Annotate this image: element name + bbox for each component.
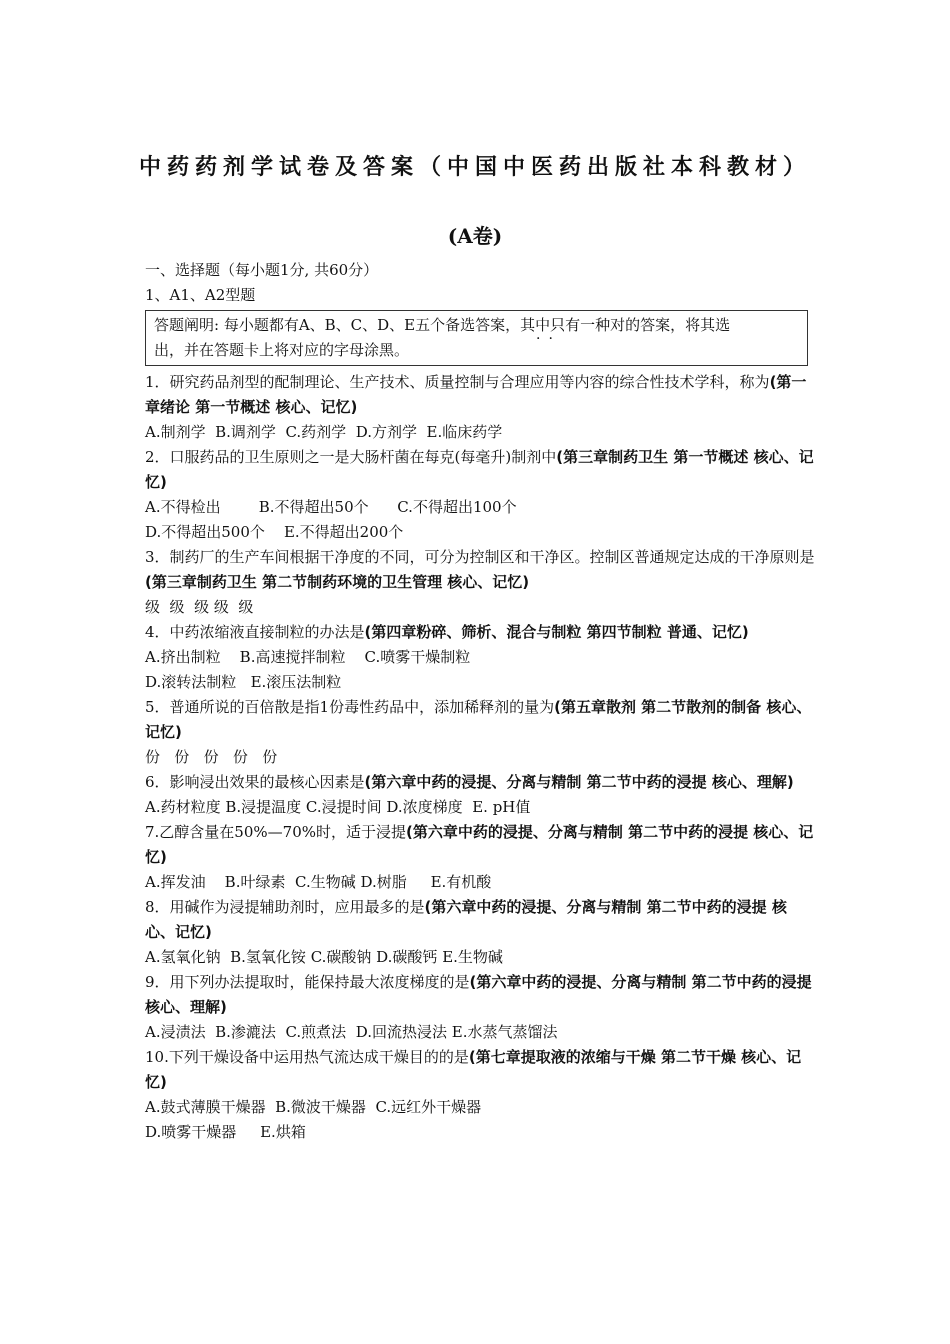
question-item	[145, 1045, 815, 1145]
question-stem	[145, 445, 815, 495]
question-chapter-tag: (第三章制药卫生 第一节概述 核心、记忆)	[145, 448, 814, 491]
answer-options: A.鼓式薄膜干燥器 B.微波干燥器 C.远红外干燥器	[145, 1098, 482, 1116]
question-text: 9．用下列办法提取时，能保持最大浓度梯度的是	[145, 973, 470, 991]
answer-options: A.浸渍法 B.渗漉法 C.煎煮法 D.回流热浸法 E.水蒸气蒸馏法	[145, 1023, 558, 1041]
answer-options: A.氢氧化钠 B.氢氧化铵 C.碳酸钠 D.碳酸钙 E.生物碱	[145, 948, 503, 966]
question-item	[145, 545, 815, 620]
question-chapter-tag: (第七章提取液的浓缩与干燥 第二节干燥 核心、记忆)	[145, 1048, 802, 1091]
answer-options: 份 份 份 份 份	[145, 748, 278, 766]
question-item	[145, 820, 815, 895]
exam-content	[145, 258, 815, 1145]
question-chapter-tag: (第四章粉碎、筛析、混合与制粒 第四节制粒 普通、记忆)	[364, 623, 749, 641]
page-title: 中药药剂学试卷及答案（中国中医药出版社本科教材）	[138, 155, 811, 180]
answer-options: A.挤出制粒 B.高速搅拌制粒 C.喷雾干燥制粒	[145, 648, 471, 666]
answer-options: 级 级 级 级 级	[145, 598, 254, 616]
question-chapter-tag: (第六章中药的浸提、分离与精制 第二节中药的浸提 核心、理解)	[364, 773, 794, 791]
question-chapter-tag: (第一章绪论 第一节概述 核心、记忆)	[145, 373, 807, 416]
answer-options: A.挥发油 B.叶绿素 C.生物碱 D.树脂 E.有机酸	[145, 873, 492, 891]
question-text: 10.下列干燥设备中运用热气流达成干燥目的的是	[145, 1048, 469, 1066]
instruction-line-1: 答题阐明: 每小题都有A、B、C、D、E五个备选答案，其中只有一种对的答案，将其选	[154, 316, 731, 334]
answer-options: D.滚转法制粒 E.滚压法制粒	[145, 673, 342, 691]
question-stem	[145, 620, 815, 645]
question-text: 6．影响浸出效果的最核心因素是	[145, 773, 365, 791]
question-stem	[145, 1045, 815, 1095]
question-item	[145, 445, 815, 545]
answer-options: A.制剂学 B.调剂学 C.药剂学 D.方剂学 E.临床药学	[145, 423, 503, 441]
question-chapter-tag: (第五章散剂 第二节散剂的制备 核心、记忆)	[145, 698, 812, 741]
page-subtitle: (A卷)	[447, 224, 503, 248]
question-item	[145, 970, 815, 1045]
question-list	[145, 370, 815, 1145]
question-item	[145, 770, 815, 820]
question-type-heading: 1、A1、A2型题	[145, 286, 256, 304]
question-chapter-tag: (第六章中药的浸提、分离与精制 第二节中药的浸提 核心、记忆)	[145, 823, 814, 866]
question-stem	[145, 545, 815, 595]
question-item	[145, 895, 815, 970]
question-text: 8．用碱作为浸提辅助剂时，应用最多的是	[145, 898, 425, 916]
emphasis-dots: ··	[536, 331, 561, 347]
question-stem	[145, 770, 815, 795]
question-text: 4．中药浓缩液直接制粒的办法是	[145, 623, 365, 641]
question-item	[145, 620, 815, 695]
question-stem	[145, 895, 815, 945]
question-text: 3．制药厂的生产车间根据干净度的不同，可分为控制区和干净区。控制区普通规定达成的干净原则是	[145, 548, 815, 566]
question-text: 1．研究药品剂型的配制理论、生产技术、质量控制与合理应用等内容的综合性技术学科，称为	[145, 373, 770, 391]
answer-options: A.不得检出 B.不得超出50个 C.不得超出100个	[145, 498, 517, 516]
answer-options: D.喷雾干燥器 E.烘箱	[145, 1123, 306, 1141]
question-stem	[145, 370, 815, 420]
instruction-box	[145, 310, 808, 366]
question-item	[145, 695, 815, 770]
question-stem	[145, 820, 815, 870]
question-item	[145, 370, 815, 445]
question-text: 7.乙醇含量在50%—70%时，适于浸提	[145, 823, 406, 841]
answer-options: D.不得超出500个 E.不得超出200个	[145, 523, 404, 541]
question-text: 5．普通所说的百倍散是指1份毒性药品中，添加稀释剂的量为	[145, 698, 555, 716]
answer-options: A.药材粒度 B.浸提温度 C.浸提时间 D.浓度梯度 E. pH值	[145, 798, 531, 816]
instruction-line-2: 出，并在答题卡上将对应的字母涂黑。	[154, 341, 410, 359]
question-chapter-tag: (第三章制药卫生 第二节制药环境的卫生管理 核心、记忆)	[145, 573, 530, 591]
question-chapter-tag: (第六章中药的浸提、分离与精制 第二节中药的浸提 核心、理解)	[145, 973, 812, 1016]
question-stem	[145, 970, 815, 1020]
question-stem	[145, 695, 815, 745]
question-chapter-tag: (第六章中药的浸提、分离与精制 第二节中药的浸提 核心、记忆)	[145, 898, 787, 941]
question-text: 2．口服药品的卫生原则之一是大肠杆菌在每克(每毫升)制剂中	[145, 448, 557, 466]
section-heading: 一、选择题（每小题1分, 共60分）	[145, 261, 379, 279]
